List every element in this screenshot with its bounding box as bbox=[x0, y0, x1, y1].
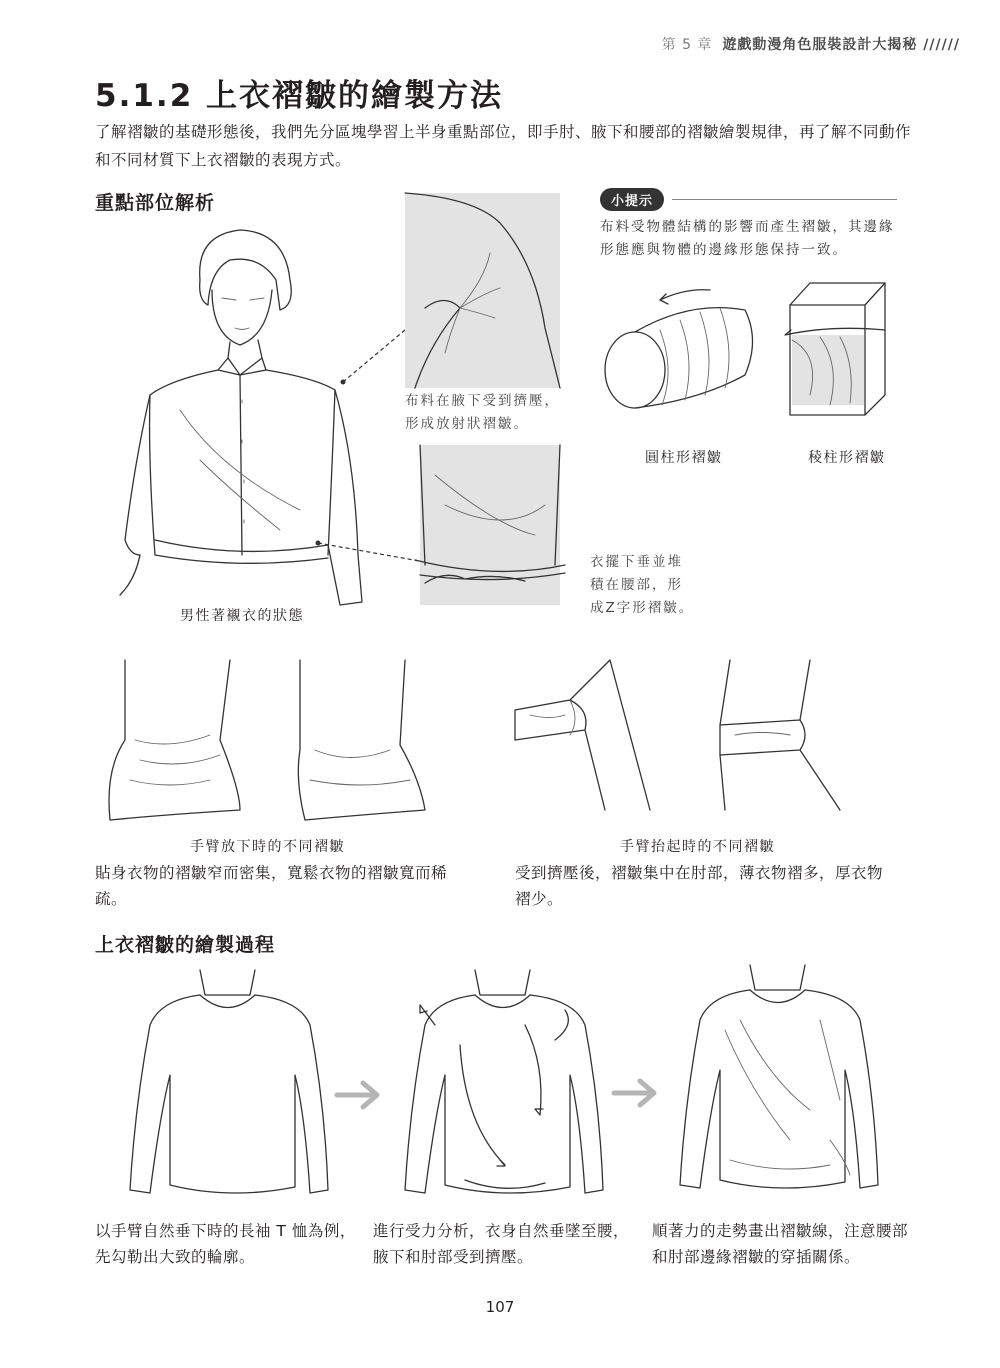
armpit-note: 布料在腋下受到擠壓，形成放射狀褶皺。 bbox=[405, 393, 560, 432]
process-step-1-illustration bbox=[130, 965, 330, 1210]
waist-note-line-2: 積在腰部，形 bbox=[590, 577, 683, 593]
prism-label: 稜柱形褶皺 bbox=[808, 450, 886, 466]
cylinder-fold-illustration bbox=[600, 280, 760, 420]
arm-down-caption: 手臂放下時的不同褶皺 bbox=[190, 839, 345, 855]
intro-paragraph: 了解褶皺的基礎形態後，我們先分區塊學習上半身重點部位，即手肘、腋下和腰部的褶皺繪製規律，再了解不同動作和不同材質下上衣褶皺的表現方式。 bbox=[95, 123, 912, 169]
chapter-number: 第 5 章 bbox=[661, 37, 713, 53]
waist-note-line-1: 衣擺下垂並堆 bbox=[590, 554, 683, 570]
man-figure-caption: 男性著襯衣的狀態 bbox=[180, 608, 304, 624]
arm-up-caption: 手臂抬起時的不同褶皺 bbox=[620, 839, 775, 855]
waist-note bbox=[590, 551, 694, 620]
process-heading: 上衣褶皺的繪製過程 bbox=[95, 934, 276, 956]
process-arrow-1 bbox=[335, 1080, 385, 1110]
tip-text: 布料受物體結構的影響而產生褶皺，其邊緣形態應與物體的邊緣形態保持一致。 bbox=[600, 219, 895, 258]
arm-down-text: 貼身衣物的褶皺窄而密集，寬鬆衣物的褶皺寬而稀疏。 bbox=[95, 864, 448, 908]
page-number: 107 bbox=[485, 1298, 515, 1316]
tip-divider bbox=[672, 199, 897, 200]
waist-note-line-3: 成Z字形褶皺。 bbox=[590, 600, 695, 616]
process-arrow-2 bbox=[612, 1078, 662, 1108]
waist-detail bbox=[405, 445, 575, 605]
process-step-2-text: 進行受力分析，衣身自然垂墜至腰，腋下和肘部受到擠壓。 bbox=[373, 1222, 630, 1266]
process-step-3-illustration bbox=[680, 960, 880, 1205]
section-title: 5.1.2 上衣褶皺的繪製方法 bbox=[95, 78, 504, 114]
process-step-1-text: 以手臂自然垂下時的長袖 T 恤為例，先勾勒出大致的輪廓。 bbox=[95, 1222, 356, 1266]
prism-fold-illustration bbox=[780, 275, 900, 425]
armpit-detail bbox=[405, 193, 560, 388]
book-title: 遊戲動漫角色服裝設計大揭秘 ////// bbox=[722, 37, 960, 53]
cylinder-label: 圓柱形褶皺 bbox=[645, 450, 723, 466]
arm-up-illustrations bbox=[510, 640, 860, 830]
tip-badge: 小提示 bbox=[600, 188, 664, 211]
arm-up-text: 受到擠壓後，褶皺集中在肘部，薄衣物褶多，厚衣物褶少。 bbox=[515, 864, 884, 908]
process-step-2-illustration bbox=[405, 965, 605, 1210]
arm-down-illustrations bbox=[100, 640, 430, 830]
process-step-3-text: 順著力的走勢畫出褶皺線，注意腰部和肘部邊緣褶皺的穿插關係。 bbox=[652, 1222, 909, 1266]
key-parts-heading: 重點部位解析 bbox=[95, 192, 216, 214]
